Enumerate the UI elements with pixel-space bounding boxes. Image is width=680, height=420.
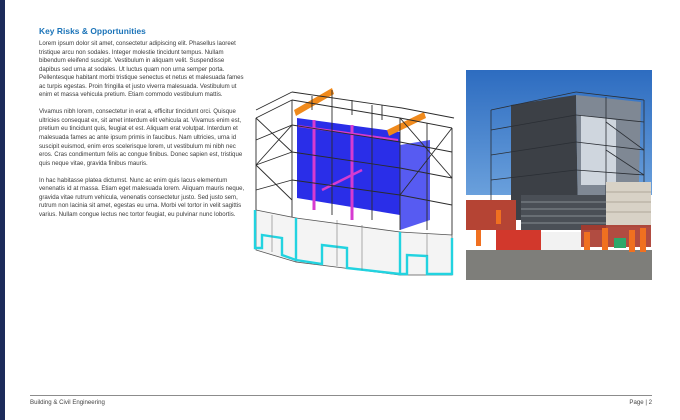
footer-rule [30, 395, 652, 396]
footer-page-number: Page | 2 [629, 399, 652, 406]
construction-photo-figure [466, 70, 652, 280]
page-edge-bar [0, 0, 5, 420]
body-text [39, 40, 247, 228]
paragraph-3: In hac habitasse platea dictumst. Nunc ac enim quis lacus elementum venenatis id at massa. Etiam eget malesuada lorem. Aliquam mauris neque, gravida vitae rutrum vehicula, venenatis consectetur justo. Sed justo sem, rutrum non lacinia sit amet, egestas eu urna. Morbi vel tortor in velit sagittis varius. Nullam congue lectus nec tortor feugiat, eu pulvinar nunc lobortis. [39, 176, 245, 218]
paragraph-1: Lorem ipsum dolor sit amet, consectetur adipiscing elit. Phasellus laoreet tristique arcu non sodales. Integer molestie tincidunt tempus. Nullam bibendum eleifend suscipit. Vestibulum in aliquam velit. Suspendisse dapibus sed urna at sodales. Ut luctus quam non urna semper porta. Pellentesque habitant morbi tristique senectus et netus et malesuada fames ac turpis egestas. Proin fringilla et justo viverra malesuada. Vestibulum ut enim et massa vehicula pretium. Etiam commodo vestibulum mattis. [39, 40, 244, 99]
paragraph-2: Vivamus nibh lorem, consectetur in erat a, efficitur tincidunt orci. Quisque ultricies consequat ex, sit amet interdum elit vehicula at. Vivamus enim est, pretium eu tincidunt quis, feugiat et est. Aliquam erat volutpat. Interdum et malesuada fames ac ante ipsum primis in faucibus. Nam ultricies, urna id suscipit euismod, enim eros scelerisque lorem, ut vestibulum mi nibh nec eros. Cras condimentum felis ac congue finibus. Donec sapien est, tristique quis neque vitae, gravida finibus mauris. [39, 108, 243, 167]
structure-drawing-figure [252, 70, 458, 280]
footer-document-title: Building & Civil Engineering [30, 399, 105, 406]
section-heading: Key Risks & Opportunities [39, 26, 146, 36]
